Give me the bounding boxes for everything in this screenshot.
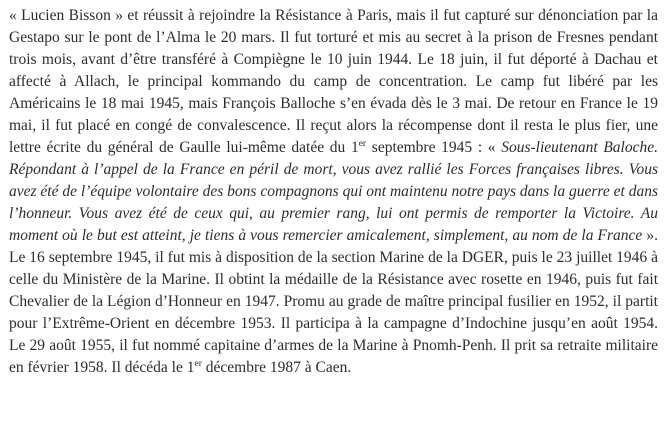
paragraph xyxy=(9,5,658,379)
text-run-italic: Sous-lieutenant Baloche. Répondant à l’appel de la France en péril de mort, vous avez rallié les Forces françaises libres. Vous avez été de l’équipe volontaire des bons compagnons qui ont maintenu notre pays dans la guerre et dans l’honneur. Vous avez été de ceux qui, au premier rang, lui ont permis de remporter la Victoire. Au moment où le but est atteint, je tiens à vous remercier amicalement, simplement, au nom de la France xyxy=(9,139,658,244)
text-run-superscript: er xyxy=(358,138,367,149)
text-run-normal: « Lucien Bisson » et réussit à rejoindre la Résistance à Paris, mais il fut capturé sur dénonciation par la Gestapo sur le pont de l’Alma le 20 mars. Il fut torturé et mis au secret à la prison de Fresnes pendant trois mois, avant d’être transféré à Compiègne le 10 juin 1944. Le 18 juin, il fut déporté à Dachau et affecté à Allach, le principal kommando du camp de concentration. Le camp fut libéré par les Américains le 18 mai 1945, mais François Balloche s’en évada dès le 3 mai. De retour en France le 19 mai, il fut placé en congé de convalescence. Il reçut alors la récompense dont il resta le plus fier, une lettre écrite du général de Gaulle lui-même datée du 1 xyxy=(9,7,658,156)
text-run-normal: septembre 1945 : « xyxy=(366,139,502,156)
text-run-normal: ». Le 16 septembre 1945, il fut mis à disposition de la section Marine de la DGER, puis le 23 juillet 1946 à celle du Ministère de la Marine. Il obtint la médaille de la Résistance avec rosette en 1946, puis fut fait Chevalier de la Légion d’Honneur en 1947. Promu au grade de maître principal fusilier en 1952, il partit pour l’Extrême-Orient en décembre 1953. Il participa à la campagne d’Indochine jusqu’en août 1954. Le 29 août 1955, il fut nommé capitaine d’armes de la Marine à Pnomh-Penh. Il prit sa retraite militaire en février 1958. Il décéda le 1 xyxy=(9,227,658,376)
text-run-normal: décembre 1987 à Caen. xyxy=(201,359,352,376)
text-run-superscript: er xyxy=(194,358,202,369)
